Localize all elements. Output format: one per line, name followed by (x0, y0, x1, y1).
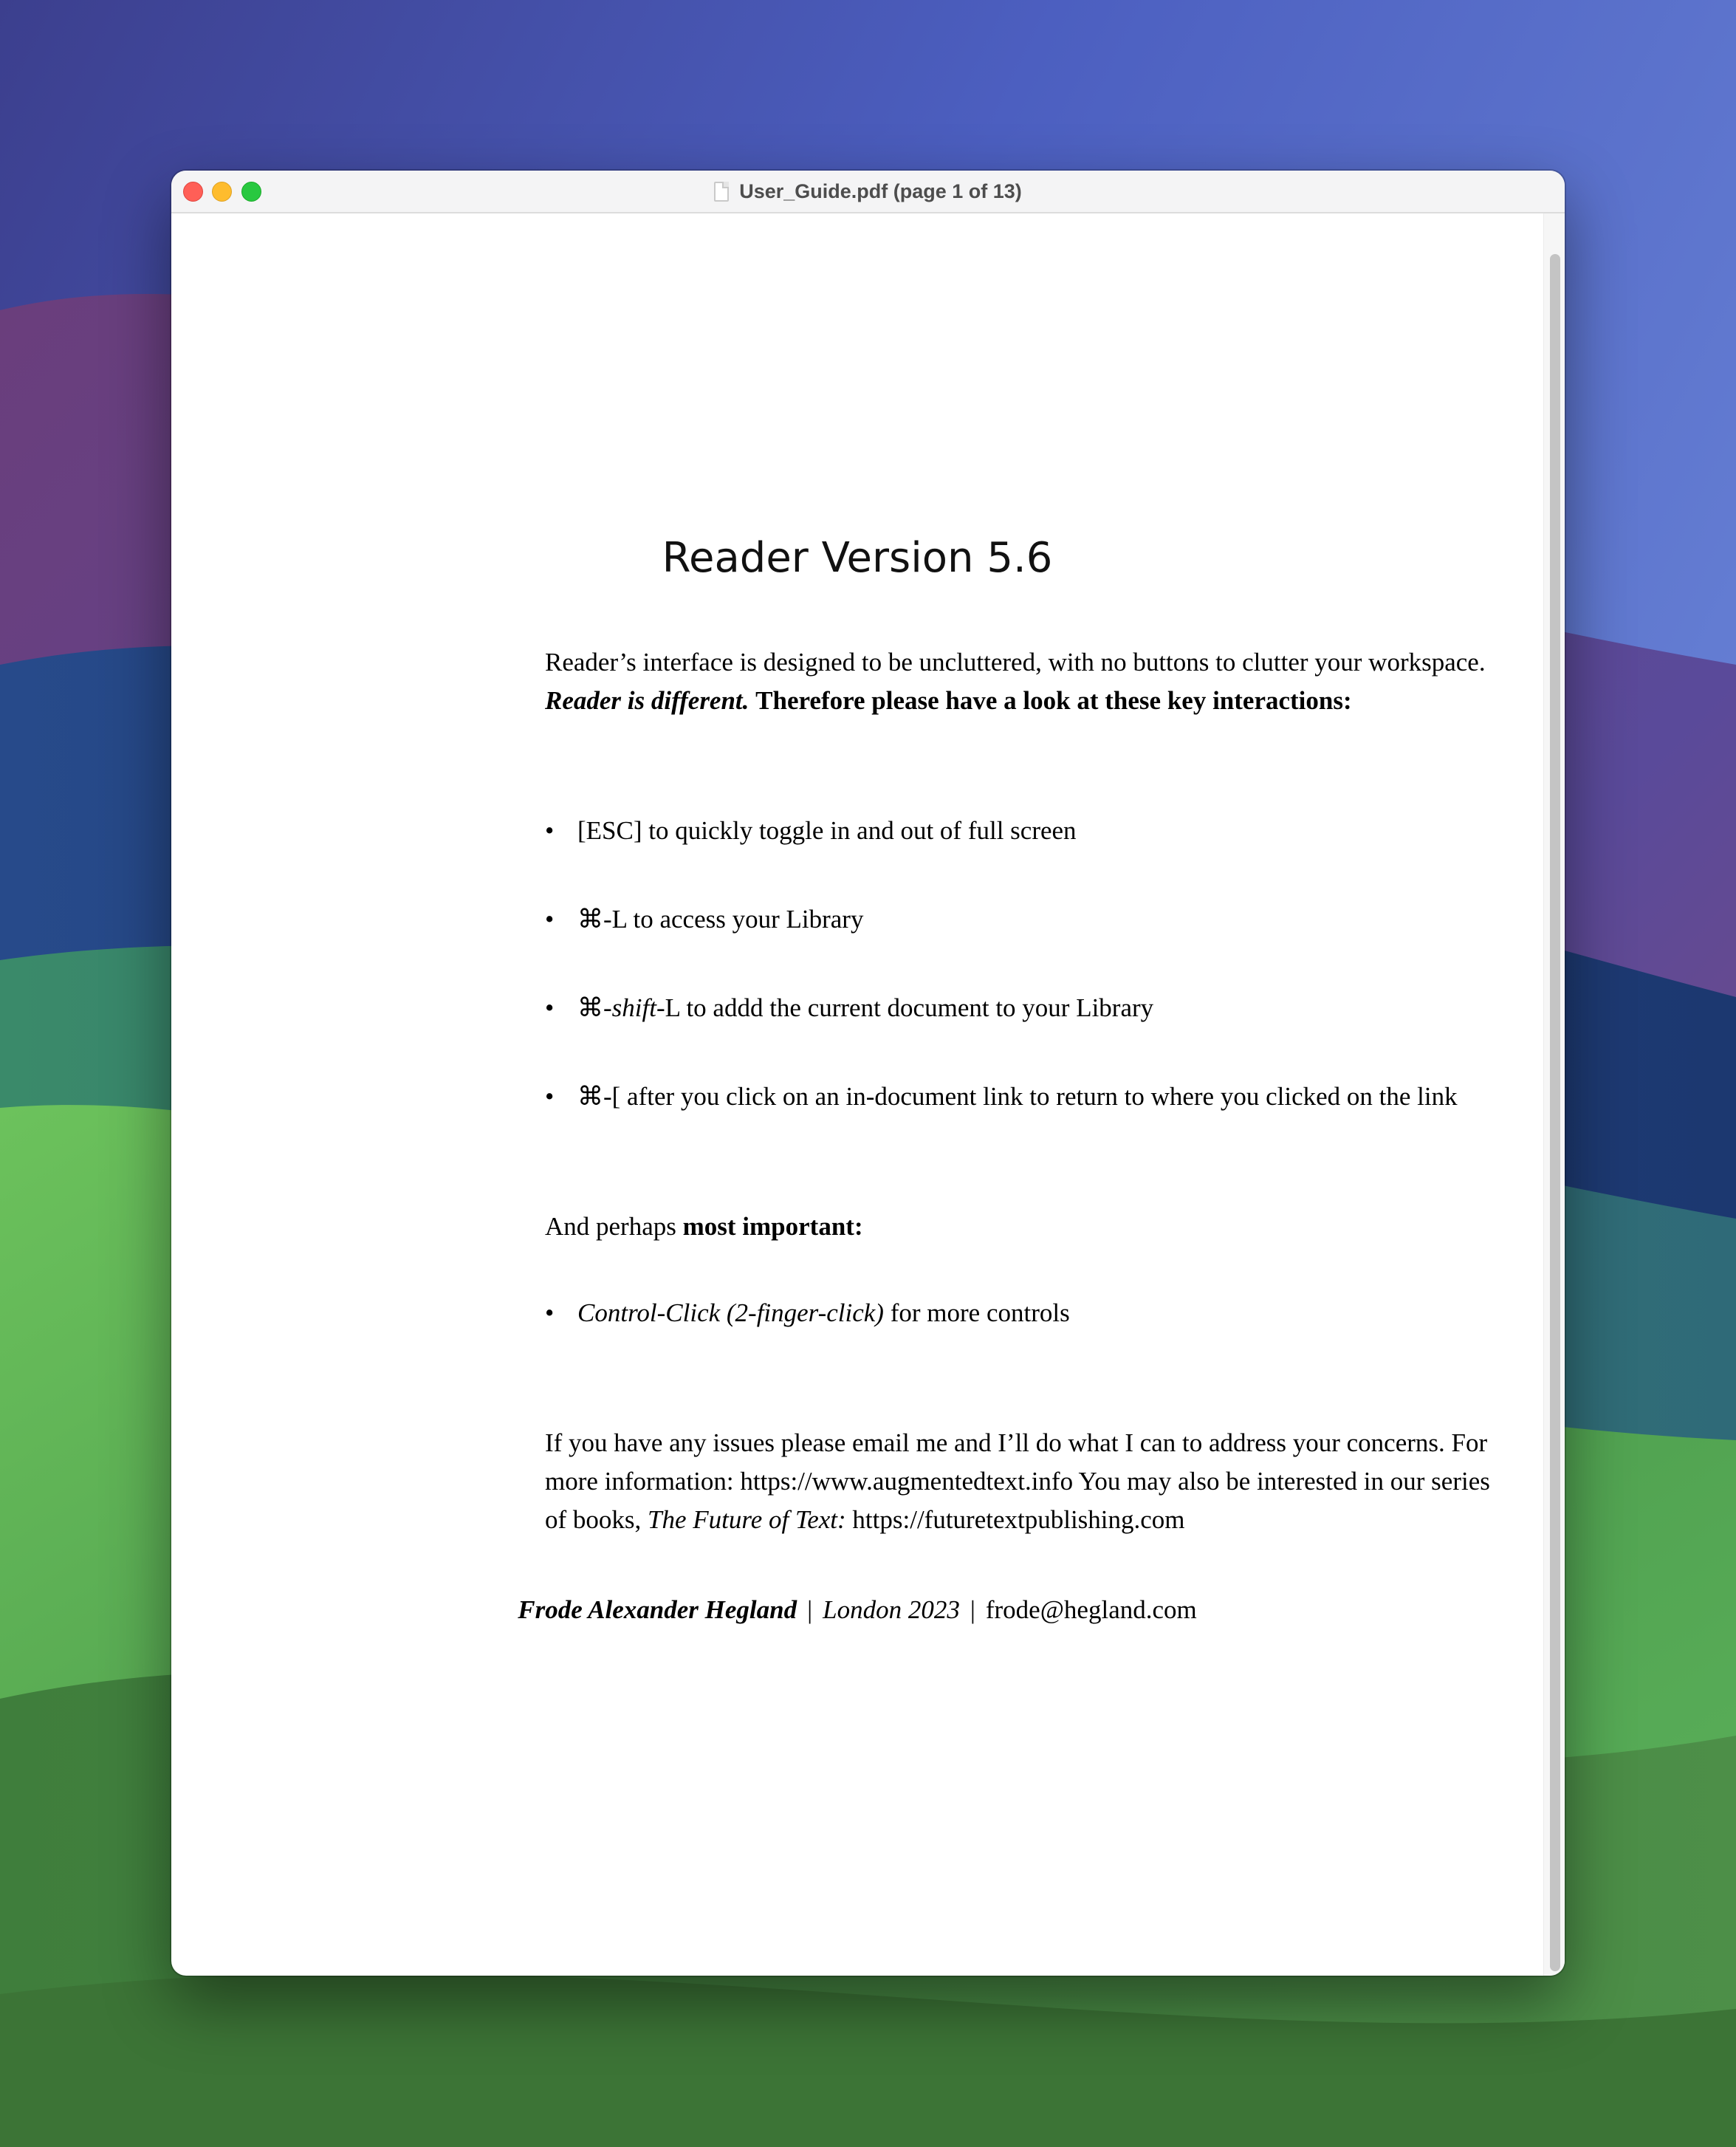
list-item-text-prefix: ⌘- (577, 993, 612, 1022)
list-item-text-italic: Control-Click (2-finger-click) (577, 1298, 884, 1327)
author-email: frode@hegland.com (985, 1595, 1197, 1624)
window-title-text: User_Guide.pdf (page 1 of 13) (739, 179, 1022, 202)
bullet-marker: • (545, 1298, 555, 1327)
bullet-marker: • (545, 993, 555, 1022)
list-item-text-suffix: -L to addd the current document to your Library (656, 993, 1154, 1022)
contact-line-2: more information: https://www.augmentedtext.info You may also be interested in our series (545, 1467, 1490, 1496)
list-item-control-click (545, 1294, 1070, 1332)
important-bold: most important: (682, 1212, 863, 1241)
place-year: London 2023 (823, 1595, 960, 1624)
pdf-page[interactable] (171, 213, 1543, 1976)
pdf-viewer-window (171, 171, 1565, 1976)
list-item-text: ⌘-L to access your Library (577, 905, 864, 934)
list-item-add (545, 989, 1153, 1027)
contact-line-3-suffix: https://futuretextpublishing.com (845, 1505, 1185, 1534)
list-item-text: [ESC] to quickly toggle in and out of full screen (577, 816, 1077, 845)
bullet-marker: • (545, 1082, 555, 1111)
page-title: Reader Version 5.6 (662, 534, 1053, 582)
contact-line-1: If you have any issues please email me and I’ll do what I can to address your concerns. For (545, 1428, 1488, 1457)
list-item-text-italic: shift (611, 993, 656, 1022)
bullet-marker: • (545, 905, 555, 934)
contact-line-3-prefix: of books, (545, 1505, 648, 1534)
bullet-marker: • (545, 816, 555, 845)
important-prefix: And perhaps (545, 1212, 683, 1241)
titlebar[interactable] (171, 171, 1565, 213)
author-name: Frode Alexander Hegland (518, 1595, 797, 1624)
intro-paragraph (545, 643, 1527, 720)
book-title: The Future of Text: (648, 1505, 846, 1534)
document-icon (714, 182, 729, 202)
separator: | (970, 1595, 975, 1624)
vertical-scrollbar[interactable] (1543, 213, 1565, 1976)
list-item-text: ⌘-[ after you click on an in-document link to return to where you clicked on the link (577, 1082, 1458, 1111)
author-footer (171, 1591, 1543, 1629)
scrollbar-thumb[interactable] (1550, 254, 1560, 1971)
list-item-back (545, 1078, 1458, 1116)
list-item-text-suffix: for more controls (883, 1298, 1070, 1327)
intro-bold: Therefore please have a look at these key interactions: (755, 686, 1352, 715)
list-item-library (545, 900, 863, 939)
window-title (171, 171, 1565, 212)
intro-line-1: Reader’s interface is designed to be uncluttered, with no buttons to clutter your workspace. (545, 648, 1486, 677)
separator: | (807, 1595, 813, 1624)
list-item-esc (545, 812, 1077, 850)
contact-paragraph (545, 1424, 1527, 1539)
important-heading (545, 1208, 1527, 1246)
intro-emphasis: Reader is different. (545, 686, 749, 715)
